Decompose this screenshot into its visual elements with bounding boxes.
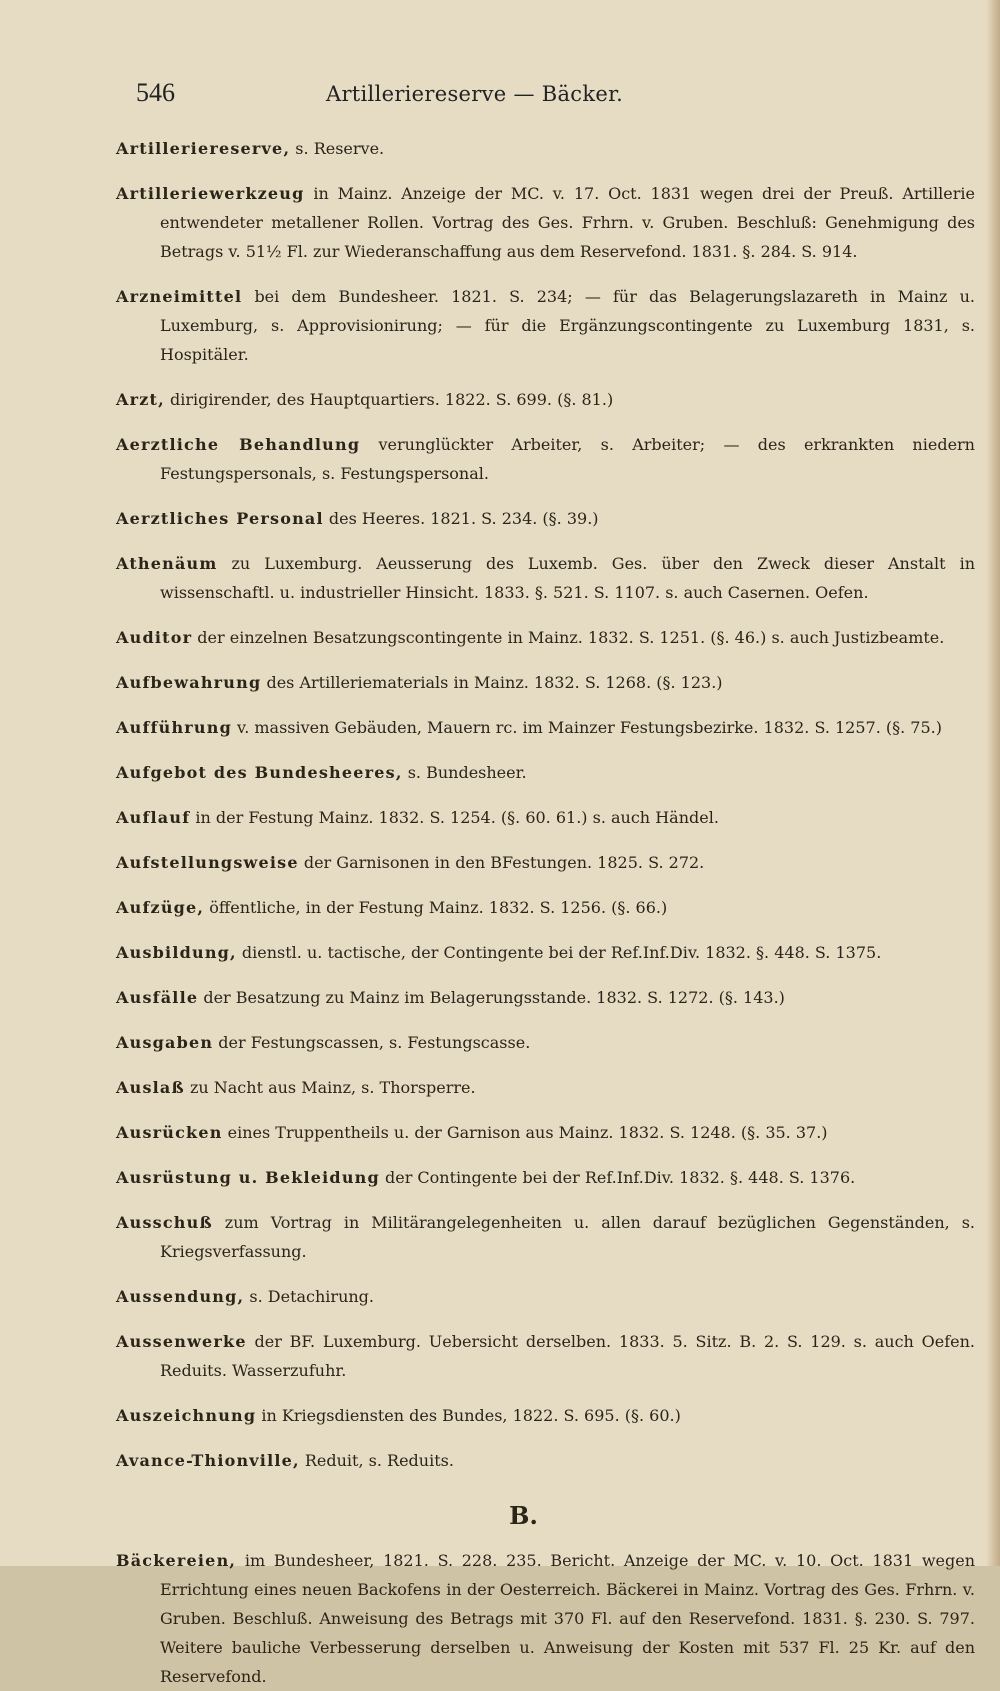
entry-text: in Mainz. Anzeige der MC. v. 17. Oct. 1831 wegen drei der Preuß. Artillerie entwendeter metallener Rollen. Vortrag des Ges. Frhrn. v. Gruben. Beschluß: Genehmigung des Betrags v. 51½ Fl. zur Wiederanschaffung aus dem Reservefond. 1831. §. 284. S. 914.: [160, 184, 975, 261]
entry-text: s. Detachirung.: [244, 1287, 374, 1306]
entry-heading: Aufzüge,: [116, 898, 205, 917]
index-entry: [116, 282, 975, 369]
index-entry: [116, 504, 975, 533]
entry-text: der Contingente bei der Ref.Inf.Div. 1832. §. 448. S. 1376.: [379, 1168, 856, 1187]
entry-text: des Heeres. 1821. S. 234. (§. 39.): [323, 509, 599, 528]
entry-heading: Artilleriewerkzeug: [116, 184, 305, 203]
entry-heading: Ausfälle: [116, 988, 199, 1007]
entry-heading: Avance-Thionville,: [116, 1451, 300, 1470]
entry-text: der BF. Luxemburg. Uebersicht derselben. 1833. 5. Sitz. B. 2. S. 129. s. auch Oefen. Reduits. Wasserzufuhr.: [160, 1332, 975, 1380]
index-entry: [116, 1163, 975, 1192]
entry-heading: Aussenwerke: [116, 1332, 247, 1351]
index-entry: [116, 1446, 975, 1475]
entry-heading: Ausrücken: [116, 1123, 223, 1142]
entry-text: der Garnisonen in den BFestungen. 1825. S. 272.: [298, 853, 705, 872]
entry-heading: Aufbewahrung: [116, 673, 262, 692]
index-entry: [116, 983, 975, 1012]
index-entry: [116, 893, 975, 922]
entry-text: dirigirender, des Hauptquartiers. 1822. S. 699. (§. 81.): [164, 390, 614, 409]
entry-heading: Auflauf: [116, 808, 191, 827]
entry-heading: Aufführung: [116, 718, 232, 737]
entry-text: öffentliche, in der Festung Mainz. 1832. S. 1256. (§. 66.): [204, 898, 668, 917]
entry-text: des Artilleriematerials in Mainz. 1832. S. 1268. (§. 123.): [261, 673, 723, 692]
index-entry: [116, 1118, 975, 1147]
entry-text: s. Bundesheer.: [402, 763, 527, 782]
index-entry: [116, 668, 975, 697]
entry-text: der einzelnen Besatzungscontingente in Mainz. 1832. S. 1251. (§. 46.) s. auch Justizbeamte.: [192, 628, 945, 647]
entry-heading: Aufgebot des Bundesheeres,: [116, 763, 403, 782]
entry-heading: Auslaß: [116, 1078, 185, 1097]
entry-text: v. massiven Gebäuden, Mauern rc. im Mainzer Festungsbezirke. 1832. S. 1257. (§. 75.): [231, 718, 942, 737]
index-entry: [116, 1401, 975, 1430]
section-letter-b: B.: [509, 1501, 538, 1530]
index-entry: [116, 1327, 975, 1385]
index-entry: [116, 758, 975, 787]
index-entry: [116, 1282, 975, 1311]
index-entry: [116, 803, 975, 832]
index-entry: [116, 848, 975, 877]
entry-text: im Bundesheer, 1821. S. 228. 235. Bericht. Anzeige der MC. v. 10. Oct. 1831 wegen Errichtung eines neuen Backofens in der Oesterreich. Bäckerei in Mainz. Vortrag des Ges. Frhrn. v. Gruben. Beschluß. Anweisung des Betrags mit 370 Fl. auf den Reservefond. 1831. §. 230. S. 797. Weitere bauliche Verbesserung derselben u. Anweisung der Kosten mit 537 Fl. 25 Kr. auf den Reservefond.: [160, 1551, 975, 1686]
entry-text: eines Truppentheils u. der Garnison aus Mainz. 1832. S. 1248. (§. 35. 37.): [222, 1123, 828, 1142]
entry-text: zu Luxemburg. Aeusserung des Luxemb. Ges. über den Zweck dieser Anstalt in wissenschaftl. u. industrieller Hinsicht. 1833. §. 521. S. 1107. s. auch Casernen. Oefen.: [160, 554, 975, 602]
index-entry: [116, 623, 975, 652]
running-title: Artilleriereserve — Bäcker.: [326, 82, 624, 106]
entry-heading: Ausbildung,: [116, 943, 237, 962]
entry-text: s. Reserve.: [290, 139, 385, 158]
entry-text: dienstl. u. tactische, der Contingente bei der Ref.Inf.Div. 1832. §. 448. S. 1375.: [236, 943, 882, 962]
entry-heading: Ausschuß: [116, 1213, 213, 1232]
entry-heading: Auditor: [116, 628, 193, 647]
index-entries-b: [116, 1546, 975, 1691]
index-entry: [116, 179, 975, 266]
entry-text: der Besatzung zu Mainz im Belagerungsstande. 1832. S. 1272. (§. 143.): [198, 988, 785, 1007]
page-number: 546: [136, 78, 175, 107]
index-entry: [116, 1208, 975, 1266]
entry-text: in Kriegsdiensten des Bundes, 1822. S. 695. (§. 60.): [256, 1406, 681, 1425]
entry-text: verunglückter Arbeiter, s. Arbeiter; — des erkrankten niedern Festungspersonals, s. Festungspersonal.: [160, 435, 975, 483]
index-entry: [116, 1028, 975, 1057]
entry-heading: Aussendung,: [116, 1287, 245, 1306]
entry-heading: Auszeichnung: [116, 1406, 257, 1425]
index-entry: [116, 1546, 975, 1691]
entry-heading: Artilleriereserve,: [116, 139, 291, 158]
entry-heading: Ausrüstung u. Bekleidung: [116, 1168, 380, 1187]
entry-text: zu Nacht aus Mainz, s. Thorsperre.: [184, 1078, 476, 1097]
page-header: [116, 78, 932, 118]
index-entry: [116, 430, 975, 488]
index-entry: [116, 385, 975, 414]
index-entry: [116, 549, 975, 607]
entry-heading: Aerztliches Personal: [116, 509, 324, 528]
entry-heading: Athenäum: [116, 554, 218, 573]
entry-heading: Arzt,: [116, 390, 165, 409]
index-entry: [116, 1073, 975, 1102]
index-entries-a: [116, 134, 975, 1475]
entry-text: der Festungscassen, s. Festungscasse.: [213, 1033, 531, 1052]
entry-heading: Arzneimittel: [116, 287, 243, 306]
index-entry: [116, 713, 975, 742]
index-entry: [116, 134, 975, 163]
entry-heading: Ausgaben: [116, 1033, 214, 1052]
entry-text: Reduit, s. Reduits.: [299, 1451, 454, 1470]
entry-heading: Aerztliche Behandlung: [116, 435, 361, 454]
entry-text: zum Vortrag in Militärangelegenheiten u. allen darauf bezüglichen Gegenständen, s. Kriegsverfassung.: [160, 1213, 975, 1261]
entry-heading: Aufstellungsweise: [116, 853, 299, 872]
entry-text: bei dem Bundesheer. 1821. S. 234; — für das Belagerungslazareth in Mainz u. Luxemburg, s. Approvisionirung; — für die Ergänzungscontingente zu Luxemburg 1831, s. Hospitäler.: [160, 287, 975, 364]
index-entry: [116, 938, 975, 967]
entry-text: in der Festung Mainz. 1832. S. 1254. (§. 60. 61.) s. auch Händel.: [190, 808, 719, 827]
entry-heading: Bäckereien,: [116, 1551, 237, 1570]
